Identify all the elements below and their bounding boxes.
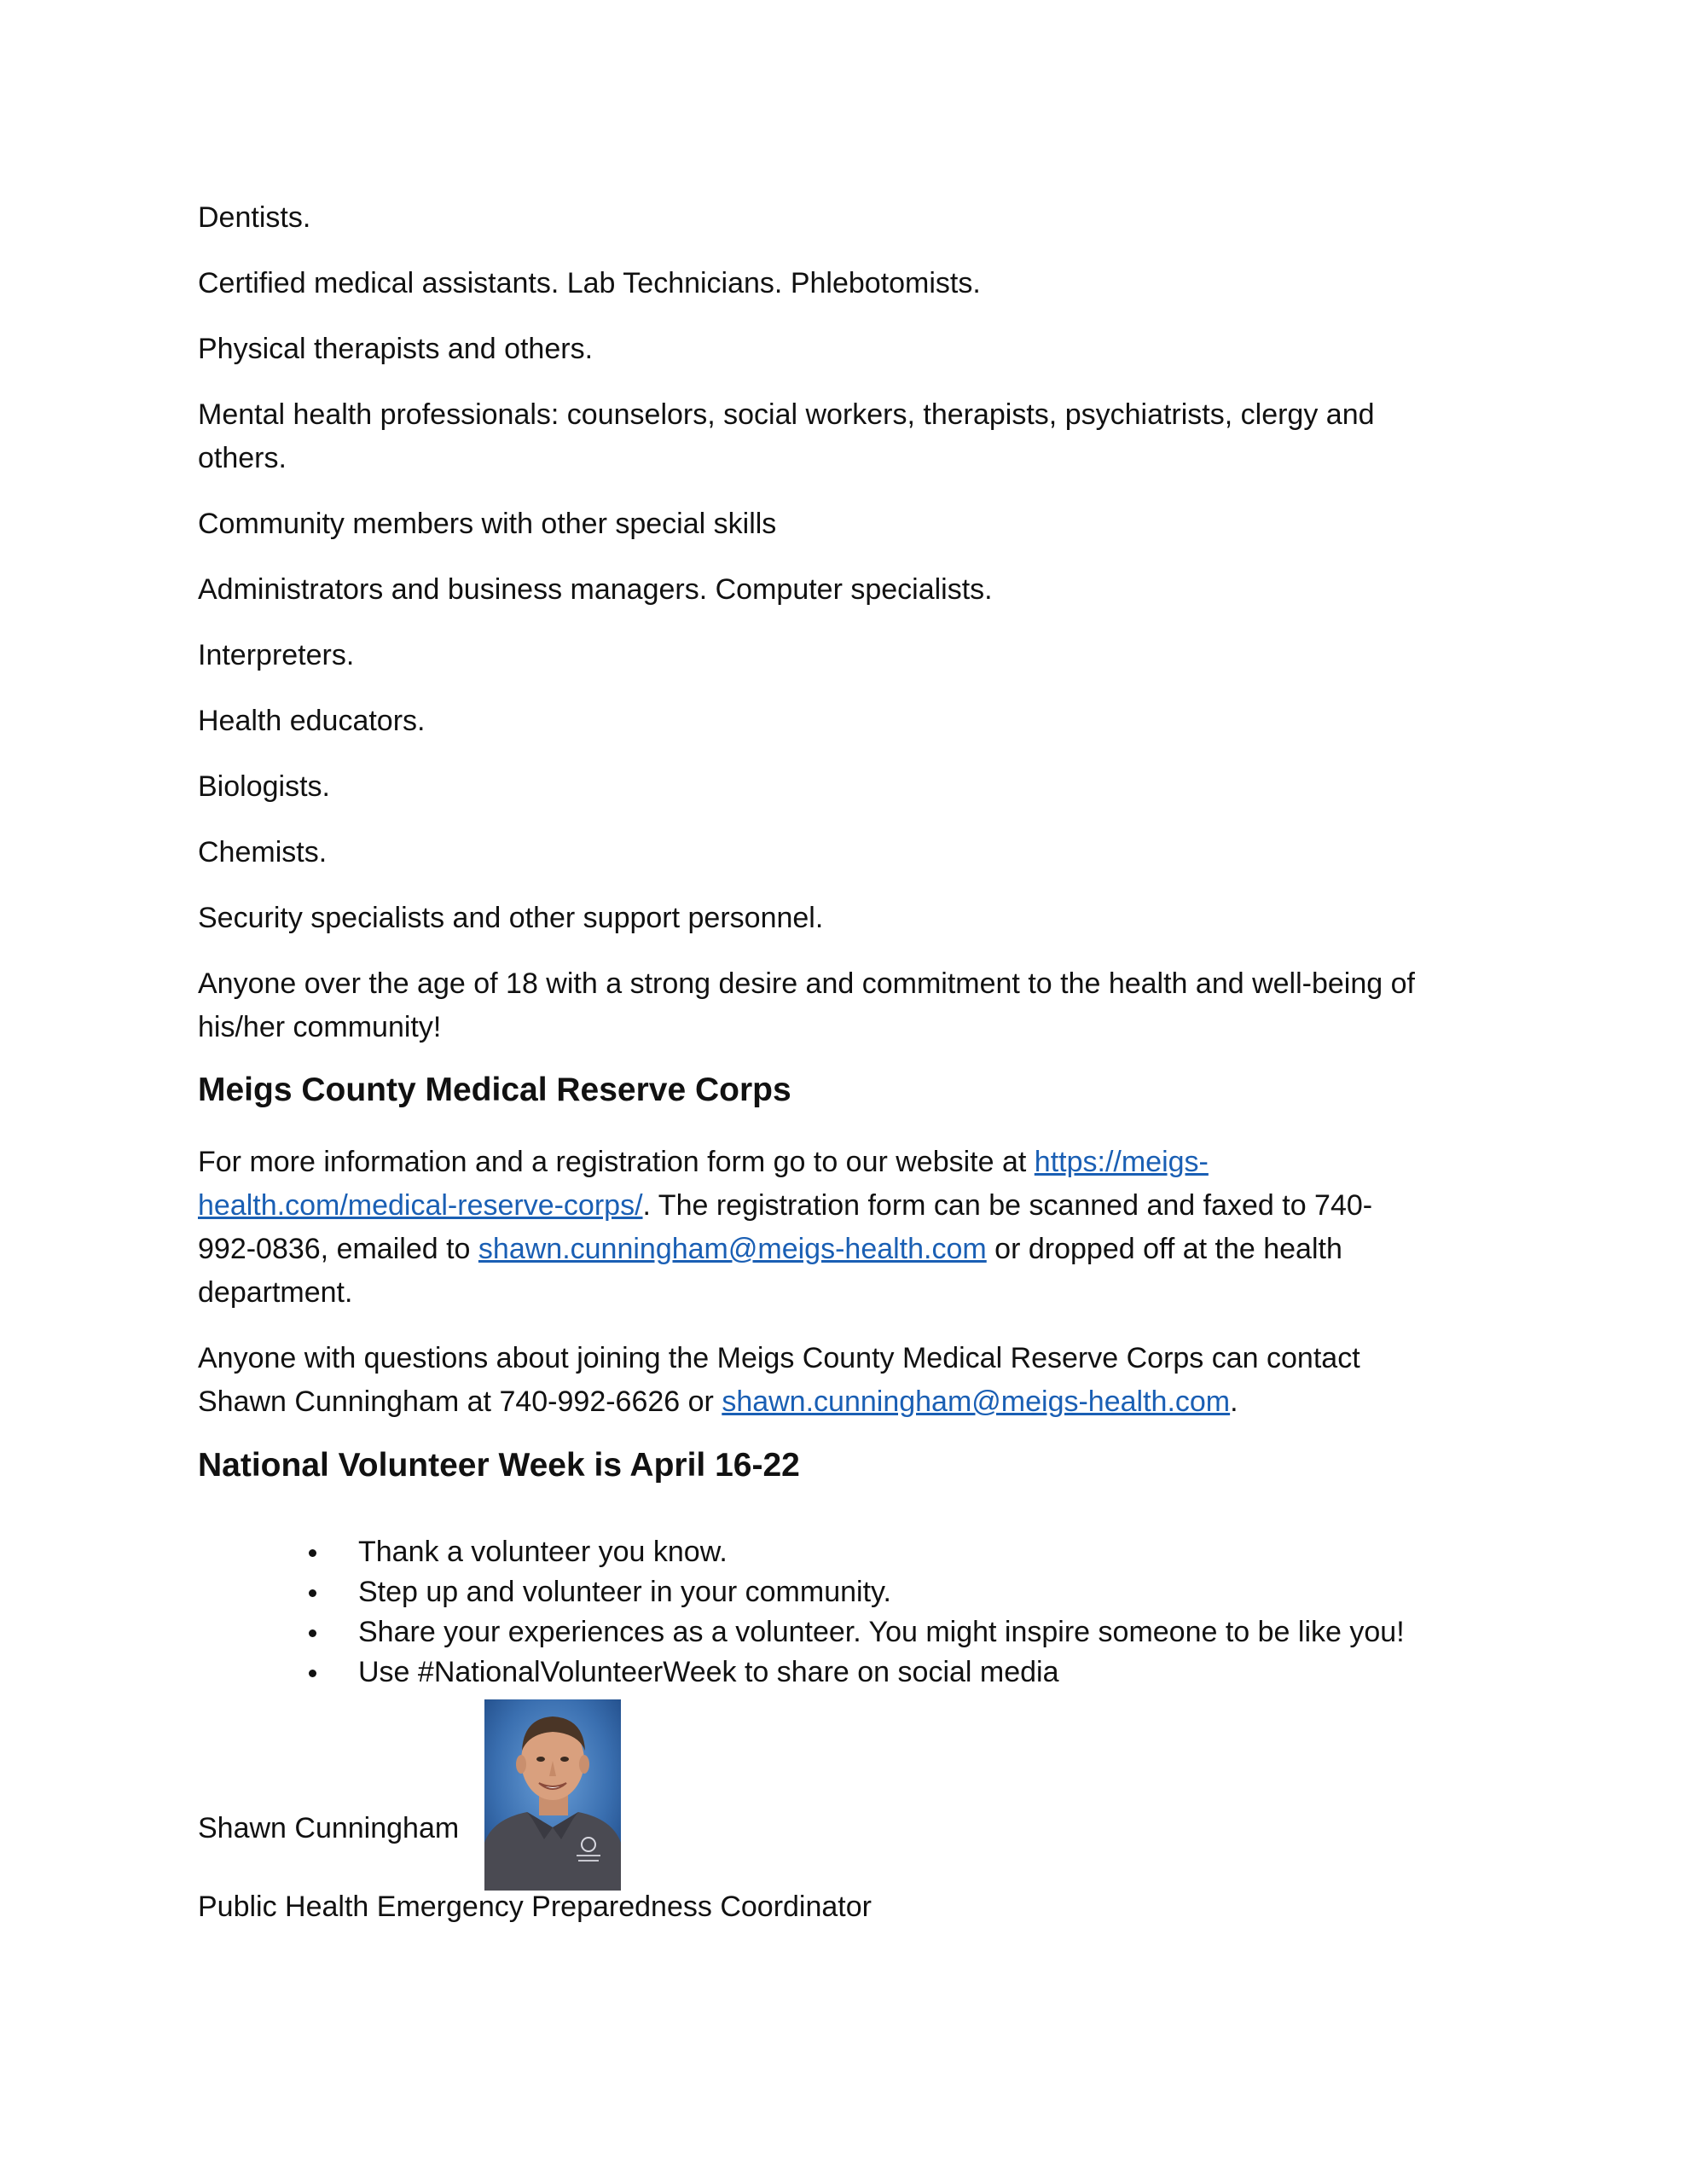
info-line-1: [198, 1141, 1209, 1184]
bullet-icon: [309, 1670, 316, 1677]
bullet-icon: [309, 1589, 316, 1597]
info-text: 992-0836, emailed to: [198, 1233, 478, 1265]
website-link-cont[interactable]: health.com/medical-reserve-corps/: [198, 1189, 643, 1222]
list-item: [309, 1653, 1405, 1693]
list-item: [309, 1612, 1405, 1653]
bullet-text: Thank a volunteer you know.: [358, 1536, 728, 1568]
section-heading-nvw: National Volunteer Week is April 16-22: [198, 1447, 800, 1484]
text-line-chemists: Chemists.: [198, 836, 328, 868]
questions-text: Shawn Cunningham at 740-992-6626 or: [198, 1385, 722, 1418]
portrait-photo: [484, 1699, 621, 1891]
bullet-text: Share your experiences as a volunteer. You might inspire someone to be like you!: [358, 1616, 1405, 1648]
text-line-interpreters: Interpreters.: [198, 639, 355, 671]
text-line-mental-health-cont: others.: [198, 442, 287, 474]
text-line-medical-assistants: Certified medical assistants. Lab Technicians. Phlebotomists.: [198, 267, 981, 299]
email-link[interactable]: shawn.cunningham@meigs-health.com: [722, 1385, 1231, 1418]
text-line-health-educators: Health educators.: [198, 705, 426, 737]
text-line-anyone-cont: his/her community!: [198, 1011, 442, 1043]
list-item: [309, 1572, 1405, 1612]
bullet-icon: [309, 1629, 316, 1637]
list-item: [309, 1532, 1405, 1572]
info-text: or dropped off at the health: [986, 1233, 1342, 1265]
info-line-2: [198, 1184, 1372, 1228]
website-link[interactable]: https://meigs-: [1034, 1146, 1209, 1178]
text-line-community-members: Community members with other special skills: [198, 508, 777, 540]
info-line-4: department.: [198, 1276, 353, 1309]
questions-line-2: [198, 1380, 1238, 1424]
email-link[interactable]: shawn.cunningham@meigs-health.com: [478, 1233, 987, 1265]
text-line-mental-health: Mental health professionals: counselors, social workers, therapists, psychiatrists, clergy and: [198, 398, 1375, 431]
info-text: For more information and a registration form go to our website at: [198, 1146, 1035, 1178]
bullet-text: Step up and volunteer in your community.: [358, 1576, 891, 1608]
info-text: . The registration form can be scanned and faxed to 740-: [642, 1189, 1373, 1222]
bullet-text: Use #NationalVolunteerWeek to share on social media: [358, 1656, 1059, 1688]
questions-text: .: [1230, 1385, 1238, 1418]
bullet-icon: [309, 1549, 316, 1557]
text-line-anyone: Anyone over the age of 18 with a strong desire and commitment to the health and well-being of: [198, 967, 1415, 1000]
info-line-3: [198, 1228, 1342, 1271]
text-line-security: Security specialists and other support personnel.: [198, 902, 824, 934]
bullet-list: [309, 1532, 1405, 1693]
signature-name: Shawn Cunningham: [198, 1812, 460, 1844]
questions-line-1: Anyone with questions about joining the Meigs County Medical Reserve Corps can contact: [198, 1342, 1360, 1374]
text-line-administrators: Administrators and business managers. Computer specialists.: [198, 573, 993, 606]
section-heading-mrc: Meigs County Medical Reserve Corps: [198, 1072, 791, 1108]
text-line-biologists: Biologists.: [198, 770, 330, 803]
signature-title: Public Health Emergency Preparedness Coordinator: [198, 1891, 872, 1923]
text-line-physical-therapists: Physical therapists and others.: [198, 333, 594, 365]
text-line-dentists: Dentists.: [198, 201, 311, 234]
